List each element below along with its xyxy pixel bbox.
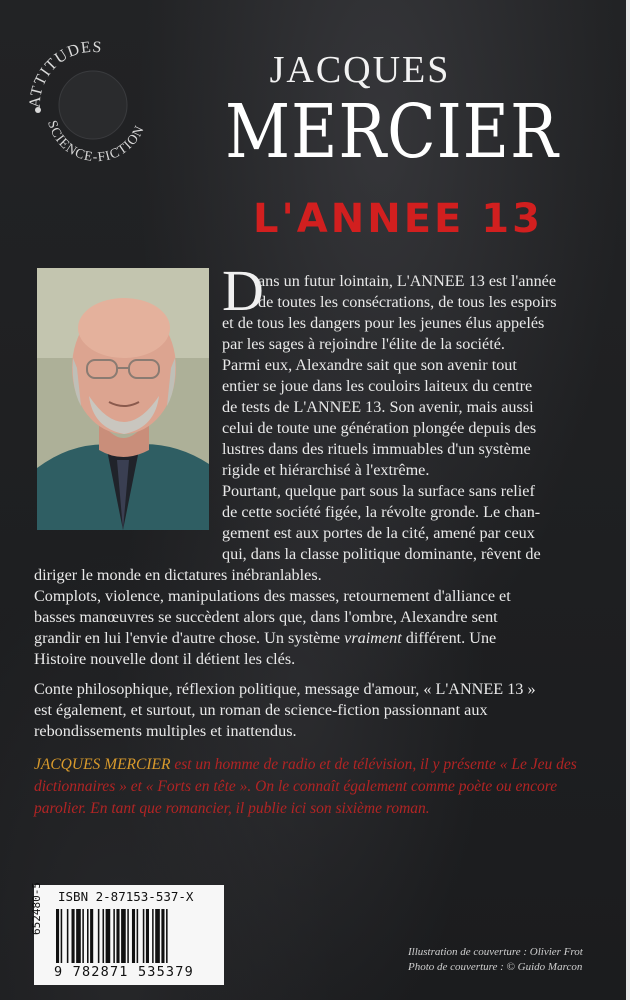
blurb-line: lustres dans des rituels immuables d'un système — [222, 440, 531, 458]
blurb-line: par les sages à rejoindre l'élite de la société. — [222, 335, 505, 353]
blurb-line: Parmi eux, Alexandre sait que son avenir tout — [222, 356, 517, 374]
isbn-barcode-block — [30, 882, 224, 985]
author-last-name: MERCIER — [225, 89, 559, 175]
blurb-line: Conte philosophique, réflexion politique, message d'amour, « L'ANNEE 13 » — [34, 680, 536, 698]
isbn-label: ISBN 2-87153-537-X — [58, 889, 194, 904]
blurb-line: diriger le monde en dictatures inébranlables. — [34, 566, 322, 584]
blurb-line: de cette société figée, la révolte gronde. Le chan- — [222, 503, 541, 521]
blurb-line: celui de toute une génération plongée depuis des — [222, 419, 537, 437]
author-photo — [37, 268, 209, 530]
badge-top-text: ATTITUDES — [26, 38, 103, 109]
blurb-line: qui, dans la classe politique dominante, rêvent de — [222, 545, 541, 563]
blurb-line: Complots, violence, manipulations des masses, retournement d'alliance et — [34, 587, 511, 605]
badge-bottom-text: SCIENCE-FICTION — [44, 118, 147, 165]
blurb-line: gement est aux portes de la cité, amené par ceux — [222, 524, 535, 542]
author-first-name: JACQUES — [269, 49, 451, 91]
blurb-dropcap: D — [222, 258, 264, 323]
blurb-line: rigide et hiérarchisé à l'extrême. — [222, 461, 430, 479]
cover-credits — [408, 945, 608, 975]
bio-author-name: JACQUES MERCIER — [34, 756, 171, 773]
collection-badge — [18, 30, 168, 180]
author-bio — [34, 754, 604, 820]
illustration-credit: Illustration de couverture : Olivier Frot — [408, 946, 583, 958]
book-title: L'ANNEE 13 — [253, 196, 543, 242]
blurb-line: ans un futur lointain, L'ANNEE 13 est l'année — [258, 272, 557, 290]
collection-seal-icon — [18, 30, 168, 180]
blurb-line: et de tous les dangers pour les jeunes élus appelés — [222, 314, 545, 332]
blurb-line: entier se joue dans les couloirs laiteux du centre — [222, 377, 533, 395]
blurb-line: rebondissements multiples et inattendus. — [34, 722, 297, 740]
blurb-line: Pourtant, quelque part sous la surface sans relief — [222, 482, 535, 500]
photo-credit: Photo de couverture : © Guido Marcon — [408, 961, 583, 973]
blurb-line: Histoire nouvelle dont il détient les clés. — [34, 650, 296, 668]
side-code: 652480-5 — [30, 882, 43, 935]
blurb-line: de tests de L'ANNEE 13. Son avenir, mais aussi — [222, 398, 534, 416]
author-portrait-image — [37, 268, 209, 530]
bio-text: est un homme de radio et de télévision, il y présente « Le Jeu des dictionnaires » et « Forts en tête ». On le connaît également comme poète ou encore parolier. En tant que romancier, il publie ici son sixième roman. — [34, 756, 577, 817]
blurb-line: grandir en lui l'envie d'autre chose. Un système vraiment différent. Une — [34, 629, 497, 647]
blurb-line: basses manœuvres se succèdent alors que, dans l'ombre, Alexandre sent — [34, 608, 498, 626]
ean-number: 9 782871 535379 — [54, 964, 194, 980]
barcode-icon — [56, 909, 216, 963]
blurb-line: est également, et surtout, un roman de science-fiction passionnant aux — [34, 701, 488, 719]
blurb-line: de toutes les consécrations, de tous les espoirs — [258, 293, 557, 311]
